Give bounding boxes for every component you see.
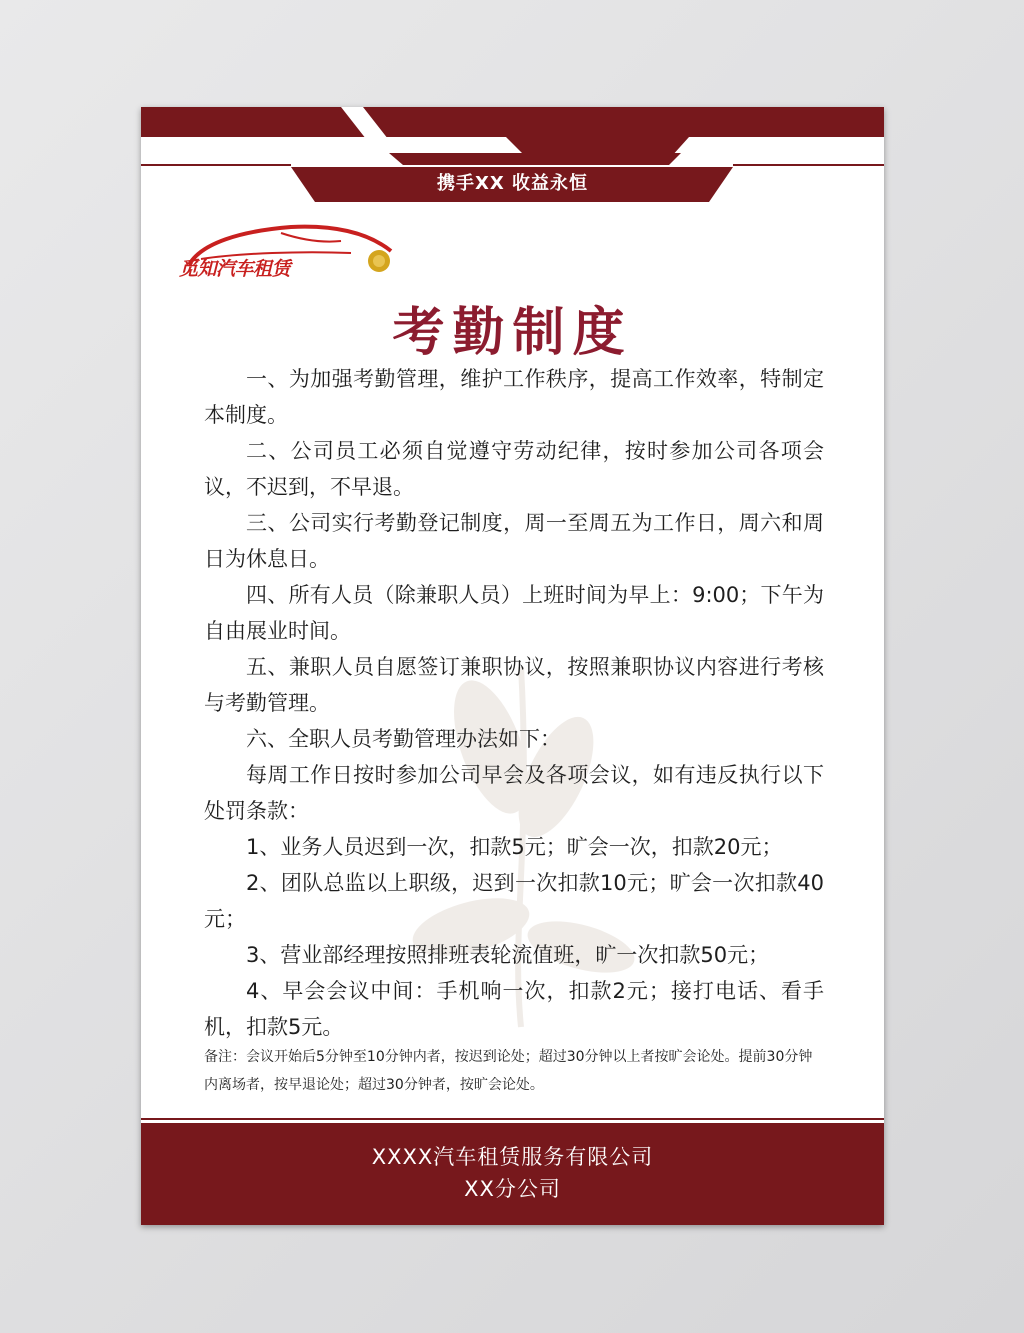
- penalty-2: 2、团队总监以上职级，迟到一次扣款10元；旷会一次扣款40元；: [204, 871, 824, 931]
- rule-6: 六、全职人员考勤管理办法如下：: [246, 727, 561, 751]
- footer-divider: [141, 1118, 884, 1120]
- rule-1: 一、为加强考勤管理，维护工作秩序，提高工作效率，特制定本制度。: [204, 367, 824, 427]
- logo-text: 觅知汽车租赁: [179, 258, 291, 280]
- penalty-1: 1、业务人员迟到一次，扣款5元；旷会一次，扣款20元；: [246, 835, 783, 859]
- rules-text: [204, 361, 824, 1045]
- note-text: 备注：会议开始后5分钟至10分钟内者，按迟到论处；超过30分钟以上者按旷会论处。提前30分钟内离场者，按早退论处；超过30分钟者，按旷会论处。: [204, 1049, 813, 1093]
- branch-name: XX分公司: [464, 1177, 561, 1201]
- penalty-4: 4、早会会议中间：手机响一次，扣款2元；接打电话、看手机，扣款5元。: [204, 979, 824, 1039]
- slogan: 携手XX 收益永恒: [436, 173, 589, 194]
- company-name: XXXX汽车租赁服务有限公司: [371, 1145, 654, 1169]
- footer-banner: [141, 1123, 884, 1225]
- page-title: 考勤制度: [392, 303, 633, 363]
- rule-3: 三、公司实行考勤登记制度，周一至周五为工作日，周六和周日为休息日。: [204, 511, 824, 571]
- rule-5: 五、兼职人员自愿签订兼职协议，按照兼职协议内容进行考核与考勤管理。: [204, 655, 824, 715]
- penalty-3: 3、营业部经理按照排班表轮流值班，旷一次扣款50元；: [246, 943, 770, 967]
- rule-4: 四、所有人员（除兼职人员）上班时间为早上：9:00；下午为自由展业时间。: [204, 583, 824, 643]
- poster: [141, 107, 884, 1225]
- rule-6-intro: 每周工作日按时参加公司早会及各项会议，如有违反执行以下处罚条款：: [204, 763, 824, 823]
- rule-2: 二、公司员工必须自觉遵守劳动纪律，按时参加公司各项会议，不迟到，不早退。: [204, 439, 824, 499]
